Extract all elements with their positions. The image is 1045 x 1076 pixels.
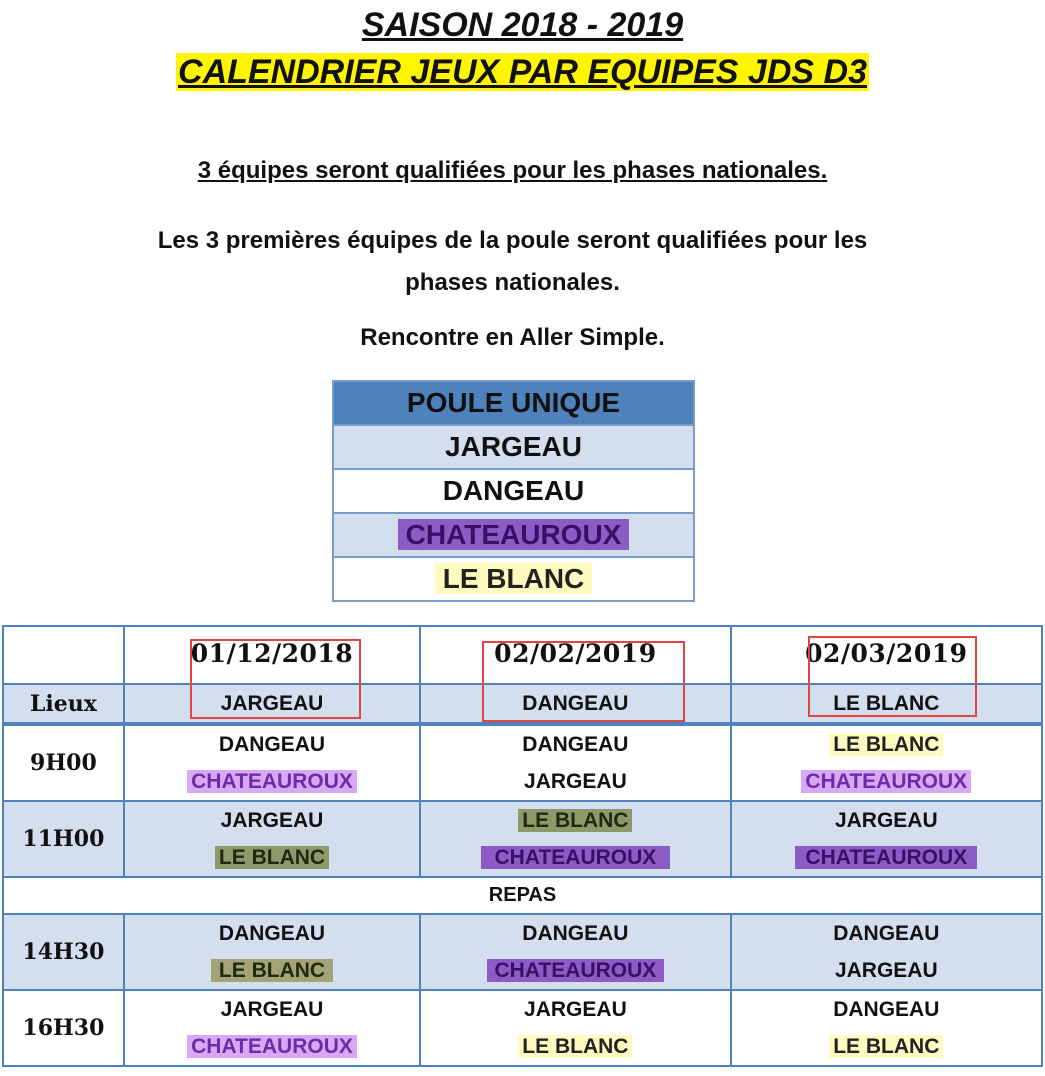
team-away xyxy=(421,839,729,876)
team-home xyxy=(125,802,419,839)
lieux-label: Lieux xyxy=(3,684,124,724)
description xyxy=(0,220,1025,304)
team-away-text: JARGEAU xyxy=(524,770,627,793)
date-highlight-box xyxy=(482,641,685,722)
team-away xyxy=(125,1028,419,1065)
poule-team xyxy=(333,557,694,601)
team-home-text: DANGEAU xyxy=(522,733,629,756)
date-label: 02/03/2019 xyxy=(805,639,968,668)
poule-table xyxy=(332,380,695,602)
match-cell xyxy=(124,914,420,990)
team-home xyxy=(125,915,419,952)
corner-cell xyxy=(3,626,124,684)
team-away-text: CHATEAUROUX xyxy=(801,770,971,793)
poule-team-label: LE BLANC xyxy=(435,563,593,594)
time-label: 9H00 xyxy=(3,724,124,801)
team-away-text: LE BLANC xyxy=(829,1035,943,1058)
date-highlight-box xyxy=(190,639,361,719)
match-cell xyxy=(731,914,1042,990)
poule-team-label: JARGEAU xyxy=(445,431,582,462)
team-home-text: DANGEAU xyxy=(833,922,940,945)
time-label: 11H00 xyxy=(3,801,124,877)
lieu-cell: LE BLANC xyxy=(731,684,1042,724)
team-away-text: CHATEAUROUX xyxy=(795,846,977,869)
team-home-text: DANGEAU xyxy=(218,733,326,756)
match-cell xyxy=(124,724,420,801)
team-away-text: CHATEAUROUX xyxy=(187,770,357,793)
match-cell xyxy=(420,724,730,801)
team-away xyxy=(732,839,1041,876)
team-away-text: JARGEAU xyxy=(834,959,938,982)
team-away-text: LE BLANC xyxy=(518,1035,632,1058)
poule-team-label: CHATEAUROUX xyxy=(398,519,630,550)
team-away-text: CHATEAUROUX xyxy=(487,959,665,982)
team-home-text: JARGEAU xyxy=(220,809,324,832)
qualification-note: 3 équipes seront qualifiées pour les phases nationales. xyxy=(197,157,828,184)
date-label: 02/02/2019 xyxy=(494,639,657,668)
calendar-title xyxy=(0,51,1045,93)
team-home-text: LE BLANC xyxy=(518,809,632,832)
team-home-text: DANGEAU xyxy=(833,998,940,1021)
team-home xyxy=(421,726,729,763)
match-cell xyxy=(124,801,420,877)
team-home xyxy=(421,991,729,1028)
team-home xyxy=(732,915,1041,952)
format-note: Rencontre en Aller Simple. xyxy=(360,324,665,351)
match-cell xyxy=(731,724,1042,801)
season-title: SAISON 2018 - 2019 xyxy=(361,6,684,44)
team-home-text: JARGEAU xyxy=(220,998,324,1021)
description-line-1: Les 3 premières équipes de la poule seront qualifiées pour les xyxy=(157,227,868,254)
match-cell xyxy=(124,990,420,1066)
team-home xyxy=(732,991,1041,1028)
team-home xyxy=(125,726,419,763)
date-label: 01/12/2018 xyxy=(190,639,354,668)
team-away xyxy=(125,839,419,876)
team-home-text: JARGEAU xyxy=(524,998,627,1021)
match-cell xyxy=(731,990,1042,1066)
team-home xyxy=(421,802,729,839)
team-home xyxy=(732,802,1041,839)
team-away xyxy=(732,763,1041,800)
lieu-cell: DANGEAU xyxy=(420,684,730,724)
team-home-text: JARGEAU xyxy=(834,809,938,832)
team-away xyxy=(421,1028,729,1065)
poule-team xyxy=(333,513,694,557)
team-away xyxy=(421,952,729,989)
team-home-text: DANGEAU xyxy=(218,922,326,945)
match-cell xyxy=(420,914,730,990)
time-label: 16H30 xyxy=(3,990,124,1066)
team-away-text: CHATEAUROUX xyxy=(481,846,671,869)
team-home xyxy=(125,991,419,1028)
team-home-text: LE BLANC xyxy=(829,733,943,756)
poule-team-label: DANGEAU xyxy=(442,475,585,506)
time-label: 14H30 xyxy=(3,914,124,990)
team-away xyxy=(732,1028,1041,1065)
description-line-2: phases nationales. xyxy=(405,269,620,296)
match-cell xyxy=(420,990,730,1066)
poule-team xyxy=(333,469,694,513)
team-away-text: CHATEAUROUX xyxy=(187,1035,357,1058)
lieu-cell: JARGEAU xyxy=(124,684,420,724)
match-cell xyxy=(731,801,1042,877)
date-highlight-box xyxy=(808,636,977,717)
team-away xyxy=(125,763,419,800)
match-cell xyxy=(420,801,730,877)
team-home xyxy=(732,726,1041,763)
repas-row: REPAS xyxy=(3,877,1042,914)
team-away-text: LE BLANC xyxy=(215,846,329,869)
poule-header: POULE UNIQUE xyxy=(333,381,694,425)
team-away-text: LE BLANC xyxy=(211,959,333,982)
team-away xyxy=(421,763,729,800)
team-away xyxy=(125,952,419,989)
team-home xyxy=(421,915,729,952)
calendar-title-text: CALENDRIER JEUX PAR EQUIPES JDS D3 xyxy=(178,53,867,91)
team-home-text: DANGEAU xyxy=(522,922,629,945)
team-away xyxy=(732,952,1041,989)
poule-team xyxy=(333,425,694,469)
